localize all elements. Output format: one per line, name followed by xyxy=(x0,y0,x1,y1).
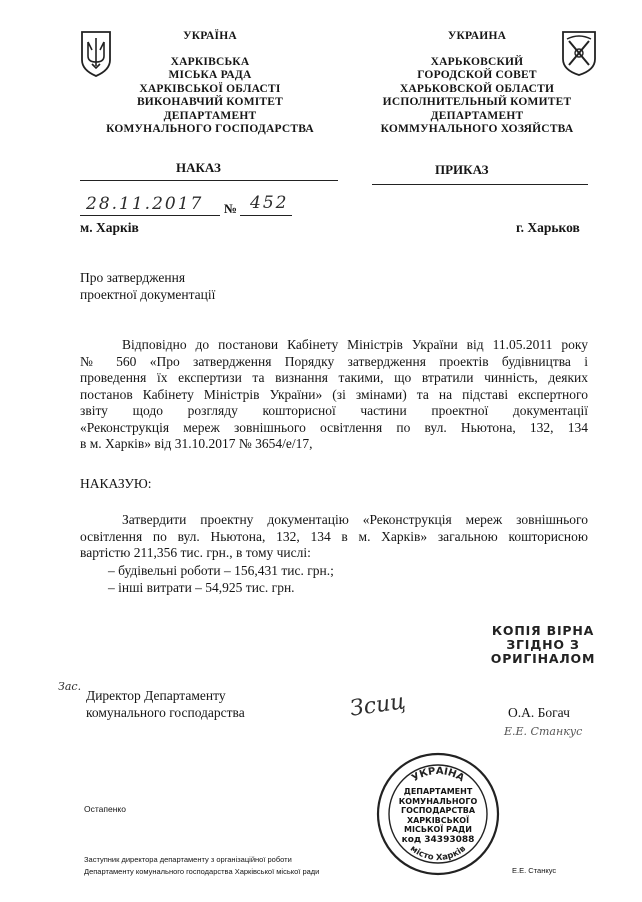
order-word: НАКАЗУЮ: xyxy=(80,476,152,491)
signer-title xyxy=(86,688,245,721)
round-seal xyxy=(376,752,500,876)
org-line: ХАРКІВСЬКА xyxy=(170,55,250,68)
seal-line: КОМУНАЛЬНОГО xyxy=(398,796,478,806)
preamble-line: постанов Кабінету Міністрів України» (зі змінами) та на підставі експертного xyxy=(80,386,588,402)
org-line: ГОРОДСКОЙ СОВЕТ xyxy=(417,69,537,81)
org-line: ДЕПАРТАМЕНТ xyxy=(163,109,257,122)
preamble-line: «Реконструкція мереж зовнішнього освітлення по вул. Ньютона, 132, 134 xyxy=(80,419,588,435)
deputy-line: Заступник директора департаменту з організаційної роботи xyxy=(84,855,292,864)
doc-type-ua: НАКАЗ xyxy=(176,160,221,175)
deputy-name: Е.Е. Станкус xyxy=(512,866,557,875)
signer-title-line: Директор Департаменту xyxy=(86,688,226,703)
seal-line: ГОСПОДАРСТВА xyxy=(400,806,476,815)
signer-title-line: комунального господарства xyxy=(86,704,245,720)
seal-line: ХАРКІВСЬКОЇ xyxy=(406,815,470,825)
executor: Остапенко xyxy=(84,804,126,814)
directive-line: вартістю 211,356 тис. грн., в тому числі: xyxy=(80,545,311,560)
items-list xyxy=(108,563,334,596)
country-ua: УКРАЇНА xyxy=(183,30,237,42)
deputy-note xyxy=(84,854,319,878)
preamble-line: Відповідно до постанови Кабінету Міністрів України від 11.05.2011 року xyxy=(122,337,588,352)
list-item: – інші витрати – 54,925 тис. грн. xyxy=(108,579,295,595)
subject-line: проектної документації xyxy=(80,286,216,302)
handwritten-name: Е.Е. Станкус xyxy=(504,725,583,738)
handwritten-signature: Зсиц xyxy=(348,689,408,722)
svg-text:УКРАЇНА xyxy=(410,764,466,785)
number-underline xyxy=(240,215,292,216)
city-ru: г. Харьков xyxy=(516,220,580,235)
divider-left xyxy=(80,180,338,181)
deputy-line: Департаменту комунального господарства Харківської міської ради xyxy=(84,867,320,876)
seal-text xyxy=(394,787,482,845)
number-sign: № xyxy=(224,201,238,216)
city-ua: м. Харків xyxy=(80,220,139,235)
seal-arc-bottom: місто Харків xyxy=(408,843,468,864)
preamble-line: звіту щодо розгляду кошторисної частини проектної документації xyxy=(80,403,588,418)
order-number: 452 xyxy=(250,193,289,213)
doc-type-ru: ПРИКАЗ xyxy=(435,162,489,177)
header-left xyxy=(80,30,340,137)
header-right xyxy=(366,30,588,137)
org-line: ИСПОЛНИТЕЛЬНЫЙ КОМИТЕТ xyxy=(382,96,572,108)
directive-line: Затвердити проектну документацію «Реконструкція мереж зовнішнього xyxy=(122,512,588,527)
directive-line: освітлення по вул. Ньютона, 132, 134 в м. Харків» загальною кошторисною xyxy=(80,528,588,544)
org-line: ХАРКІВСЬКОЇ ОБЛАСТІ xyxy=(139,82,281,95)
margin-note: Зас. xyxy=(58,680,82,693)
stamp-line: ОРИГІНАЛОМ xyxy=(490,651,596,666)
directive xyxy=(80,512,588,562)
preamble xyxy=(80,337,588,453)
preamble-line: № 560 «Про затвердження Порядку затвердження проектів будівництва і xyxy=(80,353,588,369)
preamble-line: проведення їх експертизи та визнання такими, що втратили чинність, деяких xyxy=(80,370,588,385)
subject-line: Про затвердження xyxy=(80,270,186,285)
org-line: ХАРЬКОВСКОЙ ОБЛАСТИ xyxy=(399,82,555,95)
preamble-line: в м. Харків» від 31.10.2017 № 3654/е/17, xyxy=(80,436,313,451)
certified-copy-stamp xyxy=(488,624,598,666)
org-line: МІСЬКА РАДА xyxy=(168,69,252,81)
svg-text:місто Харків xyxy=(408,844,468,863)
stamp-line: КОПІЯ ВІРНА xyxy=(491,623,595,638)
signer-name: О.А. Богач xyxy=(508,705,570,720)
org-line: ХАРЬКОВСКИЙ xyxy=(430,55,524,68)
seal-line: ДЕПАРТАМЕНТ xyxy=(403,787,473,796)
country-ru: УКРАИНА xyxy=(447,30,507,42)
seal-arc-top: УКРАЇНА xyxy=(410,765,466,785)
list-item: – будівельні роботи – 156,431 тис. грн.; xyxy=(108,563,334,578)
seal-code: код 34393088 xyxy=(401,834,475,845)
org-line: КОММУНАЛЬНОГО ХОЗЯЙСТВА xyxy=(380,123,574,135)
seal-line: МІСЬКОЇ РАДИ xyxy=(404,825,472,834)
org-line: ВИКОНАВЧИЙ КОМІТЕТ xyxy=(136,96,284,108)
date-underline xyxy=(80,215,220,216)
org-line: КОМУНАЛЬНОГО ГОСПОДАРСТВА xyxy=(106,123,314,135)
org-line: ДЕПАРТАМЕНТ xyxy=(430,109,524,122)
divider-right xyxy=(372,184,588,185)
subject xyxy=(80,270,215,303)
stamp-line: ЗГІДНО З xyxy=(506,637,580,652)
order-date: 28.11.2017 xyxy=(86,194,204,214)
